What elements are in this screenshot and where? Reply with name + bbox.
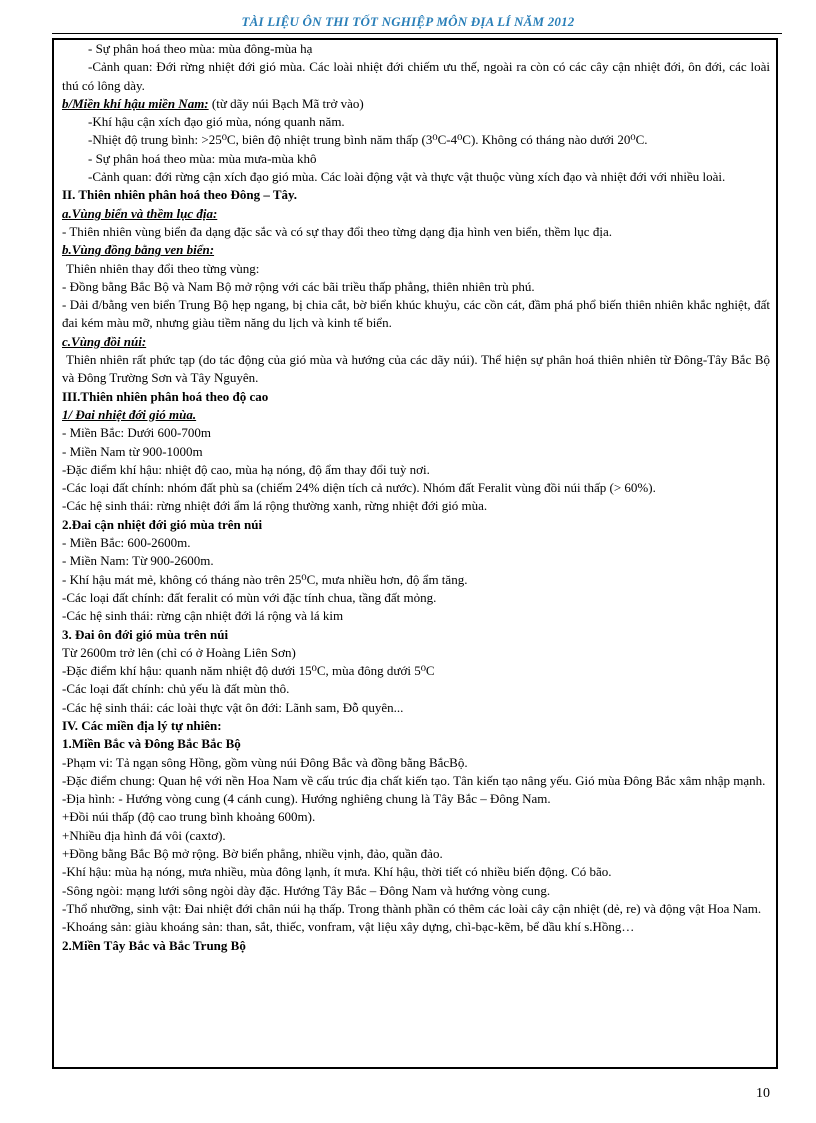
text-span: -Nhiệt độ trung bình: >25⁰C, biên độ nhiệt trung bình năm thấp (3⁰C-4⁰C). Không có tháng nào dưới 20⁰C. bbox=[88, 132, 648, 148]
section-heading: II. Thiên nhiên phân hoá theo Đông – Tây. bbox=[62, 187, 298, 203]
subsection-heading: a.Vùng biển và thềm lục địa: bbox=[62, 205, 218, 221]
text-line: +Nhiều địa hình đá vôi (caxtơ). bbox=[62, 827, 226, 843]
text-line bbox=[62, 168, 770, 186]
text-span: Thiên nhiên rất phức tạp (do tác động của gió mùa và hướng của các dãy núi). Thể hiện sự phân hoá thiên nhiên từ Đông-Tây Bắc Bộ và Đông Trường Sơn và Tây Nguyên. bbox=[62, 352, 770, 386]
text-line: -Đặc điểm khí hậu: nhiệt độ cao, mùa hạ nóng, độ ẩm thay đổi tuỳ nơi. bbox=[62, 461, 430, 477]
text-line: -Phạm vi: Tả ngạn sông Hồng, gồm vùng núi Đông Bắc và đồng bằng BắcBộ. bbox=[62, 754, 468, 770]
text-line: -Khoáng sản: giàu khoáng sản: than, sắt, thiếc, vonfram, vật liệu xây dựng, chì-bạc-kẽm, bể dầu khí s.Hồng… bbox=[62, 919, 635, 935]
text-line bbox=[62, 131, 770, 149]
text-line: Thiên nhiên thay đổi theo từng vùng: bbox=[66, 260, 260, 276]
text-line: - Khí hậu mát mẻ, không có tháng nào trên 25⁰C, mưa nhiều hơn, độ ẩm tăng. bbox=[62, 571, 468, 587]
text-line: -Khí hậu: mùa hạ nóng, mưa nhiều, mùa đông lạnh, ít mưa. Khí hậu, thời tiết có nhiều biến động. Có bão. bbox=[62, 864, 612, 880]
text-line: -Thổ nhưỡng, sinh vật: Đai nhiệt đới chân núi hạ thấp. Trong thành phần có thêm các loài cây cận nhiệt (dẻ, re) và động vật Hoa Nam. bbox=[62, 900, 762, 916]
text-line: - Đồng bằng Bắc Bộ và Nam Bộ mở rộng với các bãi triều thấp phẳng, thiên nhiên trù phú. bbox=[62, 278, 535, 294]
text-line: -Các loại đất chính: đất feralit có mùn với đặc tính chua, tầng đất mỏng. bbox=[62, 589, 437, 605]
page-number: 10 bbox=[756, 1086, 770, 1101]
text-line: - Dải đ/bằng ven biển Trung Bộ hẹp ngang, bị chia cắt, bờ biển khúc khuỷu, các cồn cát, đầm phá phổ biến thiên nhiên khắc nghiệt, đất đai kém màu mỡ, nhưng giàu tiềm năng du lịch và kinh tế biển. bbox=[62, 297, 770, 331]
text-line: -Các hệ sinh thái: các loài thực vật ôn đới: Lãnh sam, Đỗ quyên... bbox=[62, 699, 404, 715]
text-line bbox=[62, 58, 770, 95]
text-line: +Đồng bằng Bắc Bộ mở rộng. Bờ biển phẳng, nhiều vịnh, đảo, quần đảo. bbox=[62, 846, 443, 862]
text-line: - Sự phân hoá theo mùa: mùa đông-mùa hạ bbox=[88, 41, 313, 56]
text-line: +Đồi núi thấp (độ cao trung bình khoảng 600m). bbox=[62, 809, 316, 825]
text-line: -Khí hậu cận xích đạo gió mùa, nóng quanh năm. bbox=[88, 114, 345, 130]
text-line: -Các hệ sinh thái: rừng nhiệt đới ẩm lá rộng thường xanh, rừng nhiệt đới gió mùa. bbox=[62, 498, 488, 514]
subsection-heading: 3. Đai ôn đới gió mùa trên núi bbox=[62, 626, 229, 642]
text-line bbox=[62, 351, 770, 388]
text-line: - Miền Nam từ 900-1000m bbox=[62, 443, 203, 459]
subsection-heading: c.Vùng đồi núi: bbox=[62, 333, 147, 349]
text-line: -Sông ngòi: mạng lưới sông ngòi dày đặc. Hướng Tây Bắc – Đông Nam và hướng vòng cung. bbox=[62, 882, 551, 898]
text-line: -Đặc điểm chung: Quan hệ với nền Hoa Nam về cấu trúc địa chất kiến tạo. Tân kiến tạo nâng yếu. Gió mùa Đông Bắc xâm nhập mạnh. bbox=[62, 772, 766, 788]
text-line: - Miền Nam: Từ 900-2600m. bbox=[62, 553, 214, 569]
subsection-heading: 2.Miền Tây Bắc và Bắc Trung Bộ bbox=[62, 937, 246, 953]
subsection-heading bbox=[62, 95, 770, 113]
content-box bbox=[52, 38, 778, 1069]
header-divider bbox=[52, 33, 782, 34]
text-line: -Các hệ sinh thái: rừng cận nhiệt đới lá rộng và lá kim bbox=[62, 608, 344, 624]
text-span: -Cảnh quan: Đới rừng nhiệt đới gió mùa. Các loài nhiệt đới chiếm ưu thế, ngoài ra còn có các cây cận nhiệt đới, ôn đới, các loài thú có lông dày. bbox=[62, 59, 770, 93]
text-line: -Địa hình: - Hướng vòng cung (4 cánh cung). Hướng nghiêng chung là Tây Bắc – Đông Nam. bbox=[62, 791, 551, 807]
text-line: -Các loại đất chính: nhóm đất phù sa (chiếm 24% diện tích cả nước). Nhóm đất Feralit vùng đồi núi thấp (> 60%). bbox=[62, 480, 656, 496]
subsection-heading: 1/ Đai nhiệt đới gió mùa. bbox=[62, 406, 197, 422]
text-line: - Miền Bắc: Dưới 600-700m bbox=[62, 425, 211, 441]
page-header-title: TÀI LIỆU ÔN THI TỐT NGHIỆP MÔN ĐỊA LÍ NĂM 2012 bbox=[241, 14, 575, 29]
text-line: - Thiên nhiên vùng biển đa dạng đặc sắc và có sự thay đổi theo từng dạng địa hình ven biển, thềm lục địa. bbox=[62, 223, 612, 239]
text-span: -Cảnh quan: đới rừng cận xích đạo gió mùa. Các loài động vật và thực vật thuộc vùng xích đạo và nhiệt đới với nhiều loài. bbox=[88, 169, 726, 185]
text-line: -Đặc điểm khí hậu: quanh năm nhiệt độ dưới 15⁰C, mùa đông dưới 5⁰C bbox=[62, 663, 435, 679]
section-heading: III.Thiên nhiên phân hoá theo độ cao bbox=[62, 388, 269, 404]
section-heading: IV. Các miền địa lý tự nhiên: bbox=[62, 717, 222, 733]
text-line: - Sự phân hoá theo mùa: mùa mưa-mùa khô bbox=[88, 150, 317, 166]
text-line: -Các loại đất chính: chủ yếu là đất mùn thô. bbox=[62, 681, 290, 697]
subsection-heading: b.Vùng đồng bằng ven biển: bbox=[62, 242, 215, 258]
subsection-heading: 2.Đai cận nhiệt đới gió mùa trên núi bbox=[62, 516, 263, 532]
subsection-heading-label: b/Miền khí hậu miền Nam: bbox=[62, 95, 209, 111]
text-line: - Miền Bắc: 600-2600m. bbox=[62, 535, 191, 551]
subsection-heading: 1.Miền Bắc và Đông Bắc Bắc Bộ bbox=[62, 736, 241, 752]
subsection-heading-note: (từ dãy núi Bạch Mã trở vào) bbox=[208, 95, 364, 111]
text-line: Từ 2600m trở lên (chỉ có ở Hoàng Liên Sơn) bbox=[62, 644, 296, 660]
